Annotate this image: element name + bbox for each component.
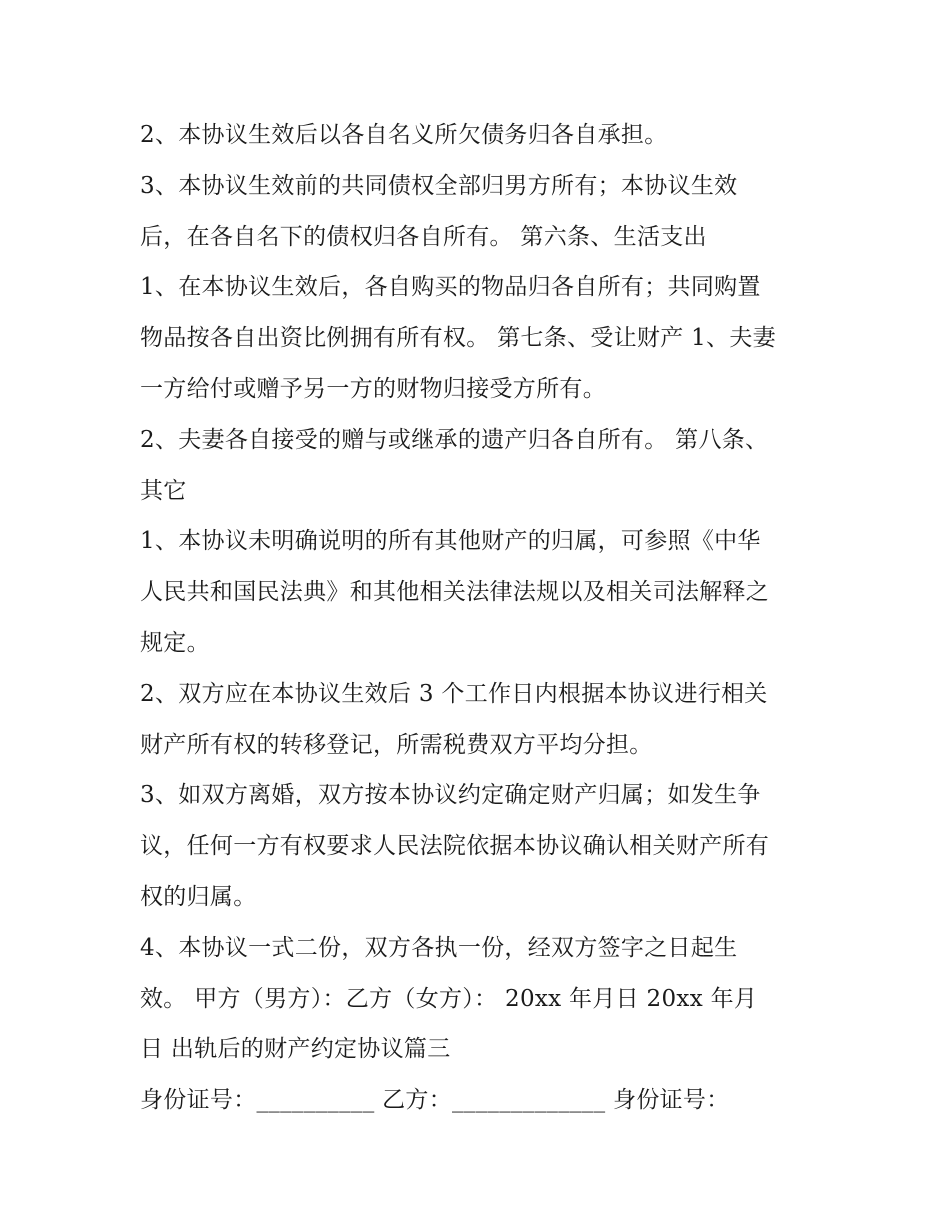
- text-line: 权的归属。: [140, 883, 257, 910]
- text-line: 1、本协议未明确说明的所有其他财产的归属，可参照《中华: [140, 528, 761, 555]
- text-line: 其它: [140, 477, 187, 504]
- text-line: 人民共和国民法典》和其他相关法律法规以及相关司法解释之: [140, 579, 770, 606]
- text-line: 2、本协议生效后以各自名义所欠债务归各自承担。: [140, 122, 668, 148]
- text-line: 规定。: [140, 629, 210, 656]
- text-line: 物品按各自出资比例拥有所有权。 第七条、受让财产 1、夫妻: [140, 325, 776, 352]
- text-line: 身份证号：__________ 乙方：_____________ 身份证号：: [140, 1087, 730, 1114]
- text-line: 3、如双方离婚，双方按本协议约定确定财产归属；如发生争: [140, 782, 761, 809]
- text-line: 日 出轨后的财产约定协议篇三: [140, 1036, 451, 1063]
- text-line: 一方给付或赠予另一方的财物归接受方所有。: [140, 375, 606, 402]
- text-line: 4、本协议一式二份，双方各执一份，经双方签字之日起生: [140, 934, 738, 961]
- text-line: 财产所有权的转移登记，所需税费双方平均分担。: [140, 731, 653, 758]
- text-line: 效。 甲方（男方）：乙方（女方）： 20xx 年月日 20xx 年月: [140, 985, 758, 1012]
- text-line: 议，任何一方有权要求人民法院依据本协议确认相关财产所有: [140, 833, 770, 860]
- document-body: [140, 110, 820, 1126]
- text-line: 后，在各自名下的债权归各自所有。 第六条、生活支出: [140, 223, 707, 250]
- text-line: 2、双方应在本协议生效后 3 个工作日内根据本协议进行相关: [140, 680, 768, 707]
- text-line: 2、夫妻各自接受的赠与或继承的遗产归各自所有。 第八条、: [140, 426, 769, 453]
- text-line: 1、在本协议生效后，各自购买的物品归各自所有；共同购置: [140, 274, 761, 301]
- text-line: 3、本协议生效前的共同债权全部归男方所有；本协议生效: [140, 172, 738, 199]
